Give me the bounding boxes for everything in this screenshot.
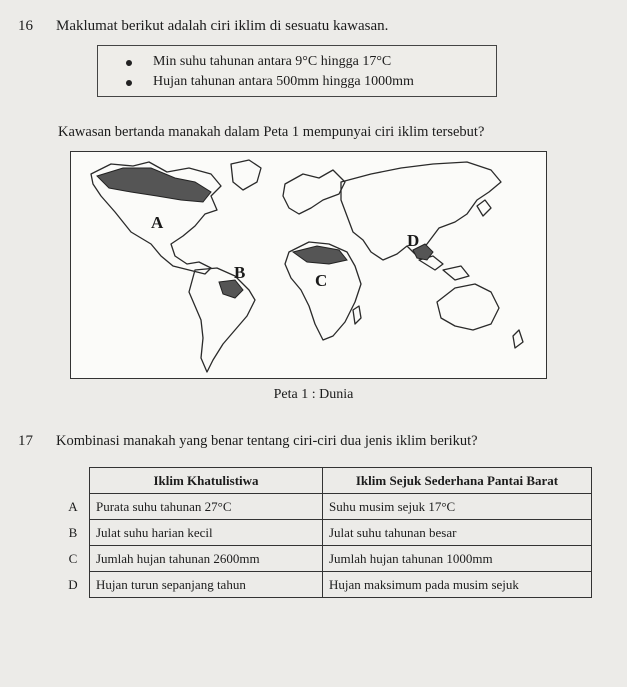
bullet-icon xyxy=(126,80,132,86)
question-16-prompt: Kawasan bertanda manakah dalam Peta 1 mempunyai ciri iklim tersebut? xyxy=(58,124,485,140)
map-label-b: B xyxy=(234,263,246,282)
table-row[interactable] xyxy=(57,572,592,598)
options-table xyxy=(57,467,592,598)
option-cell-col2: Julat suhu tahunan besar xyxy=(323,520,592,546)
option-label: B xyxy=(68,524,78,540)
question-17-prompt: Kombinasi manakah yang benar tentang ciri-ciri dua jenis iklim berikut? xyxy=(56,433,478,449)
option-cell-col1: Julat suhu harian kecil xyxy=(90,520,323,546)
world-map xyxy=(70,151,547,379)
header-equatorial: Iklim Khatulistiwa xyxy=(90,468,323,494)
option-cell-col2: Suhu musim sejuk 17°C xyxy=(323,494,592,520)
header-spacer xyxy=(57,468,90,494)
table-row[interactable] xyxy=(57,546,592,572)
bullet-icon xyxy=(126,60,132,66)
option-cell-col1: Jumlah hujan tahunan 2600mm xyxy=(90,546,323,572)
climate-info-box xyxy=(97,45,497,97)
option-cell-col2: Hujan maksimum pada musim sejuk xyxy=(323,572,592,598)
bullet-text: Min suhu tahunan antara 9°C hingga 17°C xyxy=(153,54,392,69)
option-label: A xyxy=(68,498,78,514)
world-map-drawing xyxy=(71,152,547,379)
option-cell-col1: Purata suhu tahunan 27°C xyxy=(90,494,323,520)
question-16-number: 16 xyxy=(18,18,33,34)
map-caption: Peta 1 : Dunia xyxy=(273,387,354,402)
map-label-c: C xyxy=(315,271,328,290)
region-north-america-shaded xyxy=(97,168,211,202)
table-header-row xyxy=(57,468,592,494)
question-16-intro: Maklumat berikut adalah ciri iklim di sesuatu kawasan. xyxy=(56,18,389,34)
option-label: C xyxy=(68,550,78,566)
option-cell-col1: Hujan turun sepanjang tahun xyxy=(90,572,323,598)
map-label-a: A xyxy=(151,213,164,232)
region-south-america-shaded xyxy=(219,280,243,298)
option-label: D xyxy=(68,576,78,592)
option-cell-col2: Jumlah hujan tahunan 1000mm xyxy=(323,546,592,572)
header-temperate-west-coast: Iklim Sejuk Sederhana Pantai Barat xyxy=(323,468,592,494)
question-17-number: 17 xyxy=(18,433,33,449)
table-row[interactable] xyxy=(57,494,592,520)
bullet-text: Hujan tahunan antara 500mm hingga 1000mm xyxy=(153,74,414,89)
map-label-d: D xyxy=(407,231,420,250)
table-row[interactable] xyxy=(57,520,592,546)
